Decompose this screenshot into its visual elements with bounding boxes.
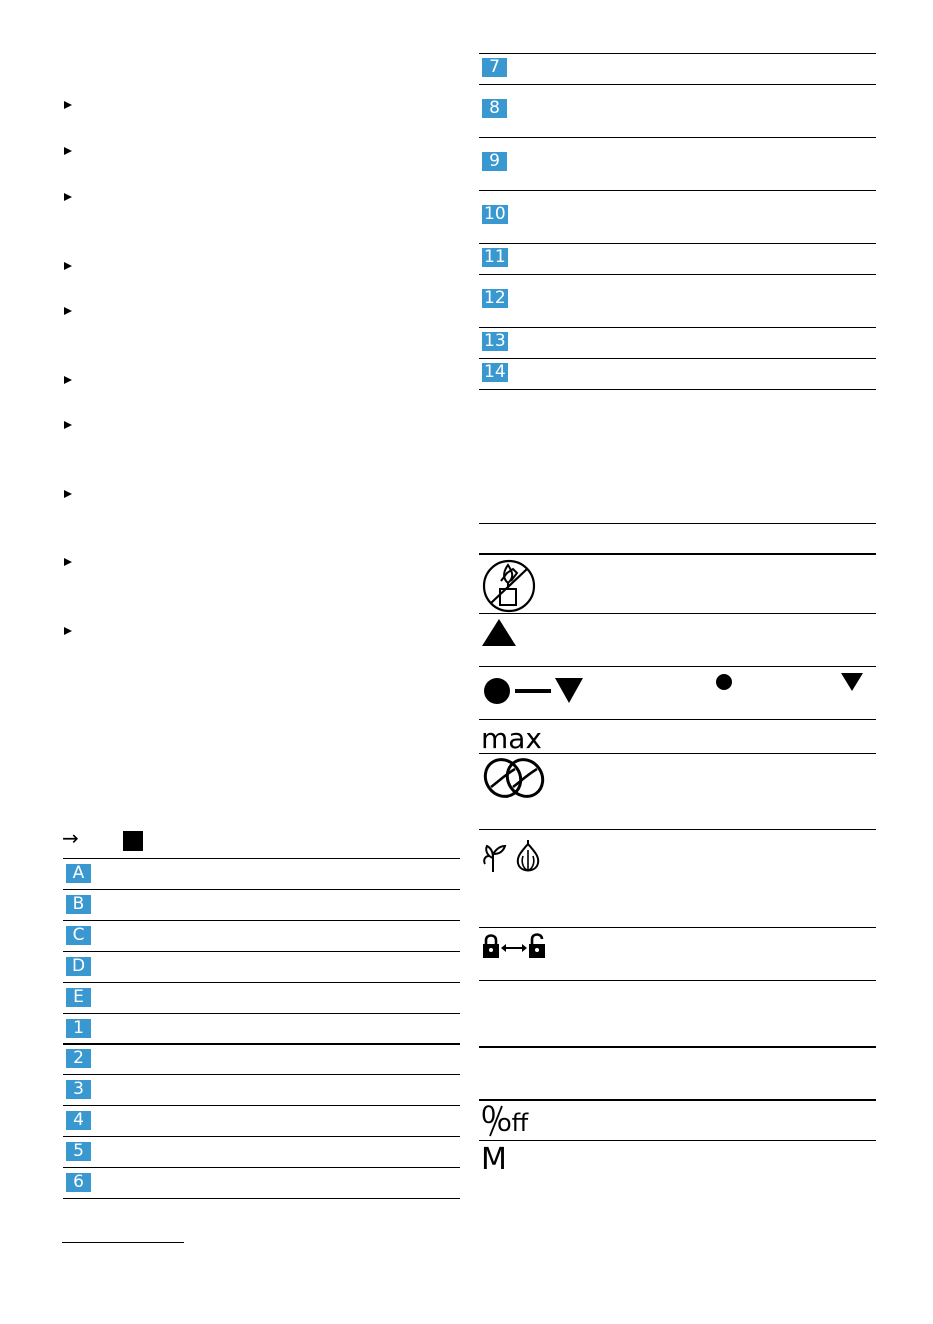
no-open-flame-icon [481, 559, 537, 613]
legend-table-right [479, 53, 876, 390]
bullet-arrow-icon [64, 101, 72, 109]
bullet-arrow-icon [64, 421, 72, 429]
symbol-row [479, 614, 876, 667]
legend-badge: 1 [66, 1019, 91, 1038]
legend-row [63, 1045, 460, 1075]
legend-row [479, 191, 876, 244]
legend-badge: 10 [484, 204, 506, 224]
legend-row [63, 921, 460, 952]
down-triangle-icon [841, 673, 863, 691]
symbol-row [479, 830, 876, 928]
legend-badge: C [66, 926, 91, 945]
legend-row [479, 138, 876, 191]
legend-badge: 5 [66, 1142, 91, 1161]
figure-reference-note [62, 828, 152, 854]
legend-row [63, 952, 460, 983]
legend-badge: 3 [66, 1080, 91, 1099]
coffee-beans-icon [481, 757, 547, 799]
legend-badge: 11 [484, 247, 506, 267]
legend-row [63, 859, 460, 890]
legend-badge: D [66, 957, 91, 976]
bullet-arrow-icon [64, 627, 72, 635]
symbols-header-row [479, 524, 876, 555]
bullet-arrow-icon [64, 490, 72, 498]
legend-badge: 13 [484, 331, 506, 351]
bullet-arrow-icon [64, 376, 72, 384]
legend-row [63, 1106, 460, 1137]
symbol-row [479, 555, 876, 614]
legend-row [63, 1168, 460, 1199]
legend-row [479, 85, 876, 138]
legend-badge: 14 [484, 362, 506, 382]
right-arrow-icon: → [62, 826, 79, 850]
bullet-arrow-icon [64, 147, 72, 155]
legend-row [479, 275, 876, 328]
legend-badge: A [66, 864, 91, 883]
legend-badge: B [66, 895, 91, 914]
legend-badge: 6 [66, 1173, 91, 1192]
legend-badge: 9 [482, 152, 507, 171]
legend-row [63, 1014, 460, 1045]
off-slash-icon [489, 1105, 503, 1137]
legend-row [63, 1137, 460, 1168]
warning-triangle-icon [481, 619, 517, 647]
m-label: M [481, 1142, 507, 1177]
legend-badge: 12 [484, 288, 506, 308]
legend-row [479, 244, 876, 275]
dot-to-triangle-icon [481, 677, 585, 707]
symbol-row [479, 754, 876, 830]
symbol-row [479, 1101, 876, 1141]
legend-badge: 7 [482, 58, 507, 77]
legend-row [63, 890, 460, 921]
symbols-table [479, 523, 876, 1181]
symbol-row [479, 1141, 876, 1181]
legend-row [479, 54, 876, 85]
legend-row [479, 328, 876, 359]
lock-unlock-icon [481, 932, 547, 960]
black-square-icon [123, 831, 143, 851]
bullet-arrow-icon [64, 307, 72, 315]
off-label: off [497, 1109, 529, 1137]
dot-icon [715, 673, 733, 691]
bullet-arrow-icon [64, 558, 72, 566]
off-zero-label: 0 [481, 1101, 497, 1129]
legend-row [63, 1075, 460, 1106]
max-label: max [481, 722, 543, 755]
symbol-row [479, 720, 876, 754]
legend-badge: 2 [66, 1049, 91, 1068]
bullet-arrow-icon [64, 193, 72, 201]
legend-badge: E [66, 988, 91, 1007]
symbol-row [479, 981, 876, 1048]
bullet-arrow-icon [64, 262, 72, 270]
legend-table-left [63, 858, 460, 1199]
symbol-row [479, 667, 876, 720]
legend-badge: 8 [482, 99, 507, 118]
symbol-row [479, 928, 876, 981]
herbs-garlic-icon [481, 836, 545, 874]
legend-row [479, 359, 876, 390]
legend-row [63, 983, 460, 1014]
legend-badge: 4 [66, 1111, 91, 1130]
footnote-divider [62, 1242, 184, 1243]
symbol-row [479, 1048, 876, 1101]
